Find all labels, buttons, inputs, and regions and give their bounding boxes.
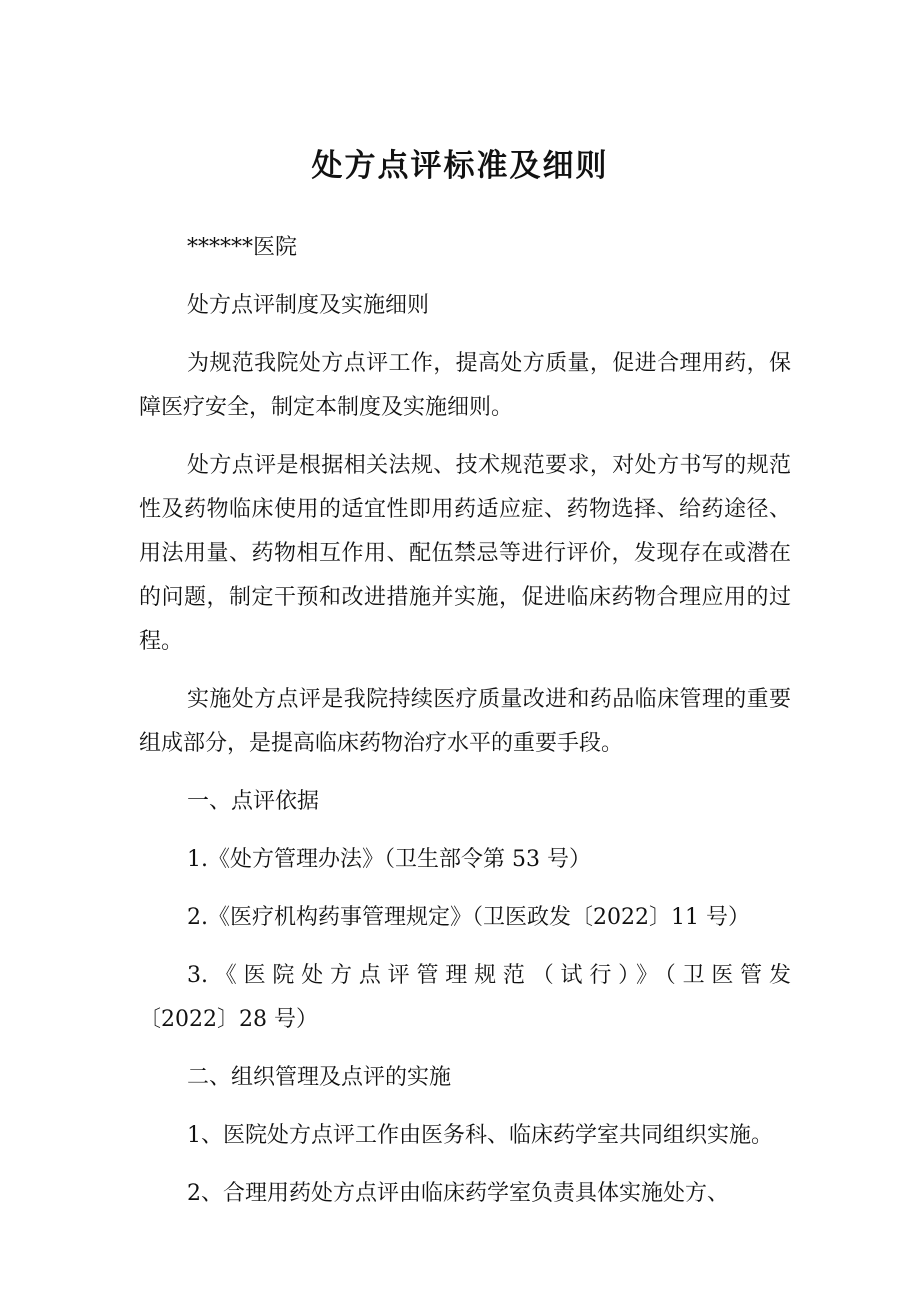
document-body: [139, 226, 791, 1230]
organization-item-1: 1、医院处方点评工作由医务科、临床药学室共同组织实施。: [187, 1123, 773, 1148]
subtitle: 处方点评制度及实施细则: [187, 293, 430, 318]
section-heading-basis: 一、点评依据: [187, 789, 320, 814]
basis-item-3-continued: 〔2022〕28 号）: [139, 1007, 318, 1032]
organization-item-2: 2、合理用药处方点评由临床药学室负责具体实施处方、: [187, 1181, 729, 1206]
basis-item-2: 2.《医疗机构药事管理规定》（卫医政发〔2022〕11 号）: [187, 905, 750, 930]
paragraph-definition: 处方点评是根据相关法规、技术规范要求，对处方书写的规范性及药物临床使用的适宜性即用药适应症、药物选择、给药途径、用法用量、药物相互作用、配伍禁忌等进行评价，发现存在或潜在的问题，制定干预和改进措施并实施，促进临床药物合理应用的过程。: [139, 453, 791, 654]
hospital-name: ******医院: [187, 235, 298, 260]
basis-item-1: 1.《处方管理办法》（卫生部令第 53 号）: [187, 847, 591, 872]
document-title: 处方点评标准及细则: [311, 148, 609, 184]
section-heading-organization: 二、组织管理及点评的实施: [187, 1065, 452, 1090]
paragraph-importance: 实施处方点评是我院持续医疗质量改进和药品临床管理的重要组成部分，是提高临床药物治疗水平的重要手段。: [139, 687, 791, 756]
paragraph-purpose: 为规范我院处方点评工作，提高处方质量，促进合理用药，保障医疗安全，制定本制度及实施细则。: [139, 351, 791, 420]
basis-item-3: 3.《医院处方点评管理规范（试行）》（卫医管发: [187, 963, 791, 988]
